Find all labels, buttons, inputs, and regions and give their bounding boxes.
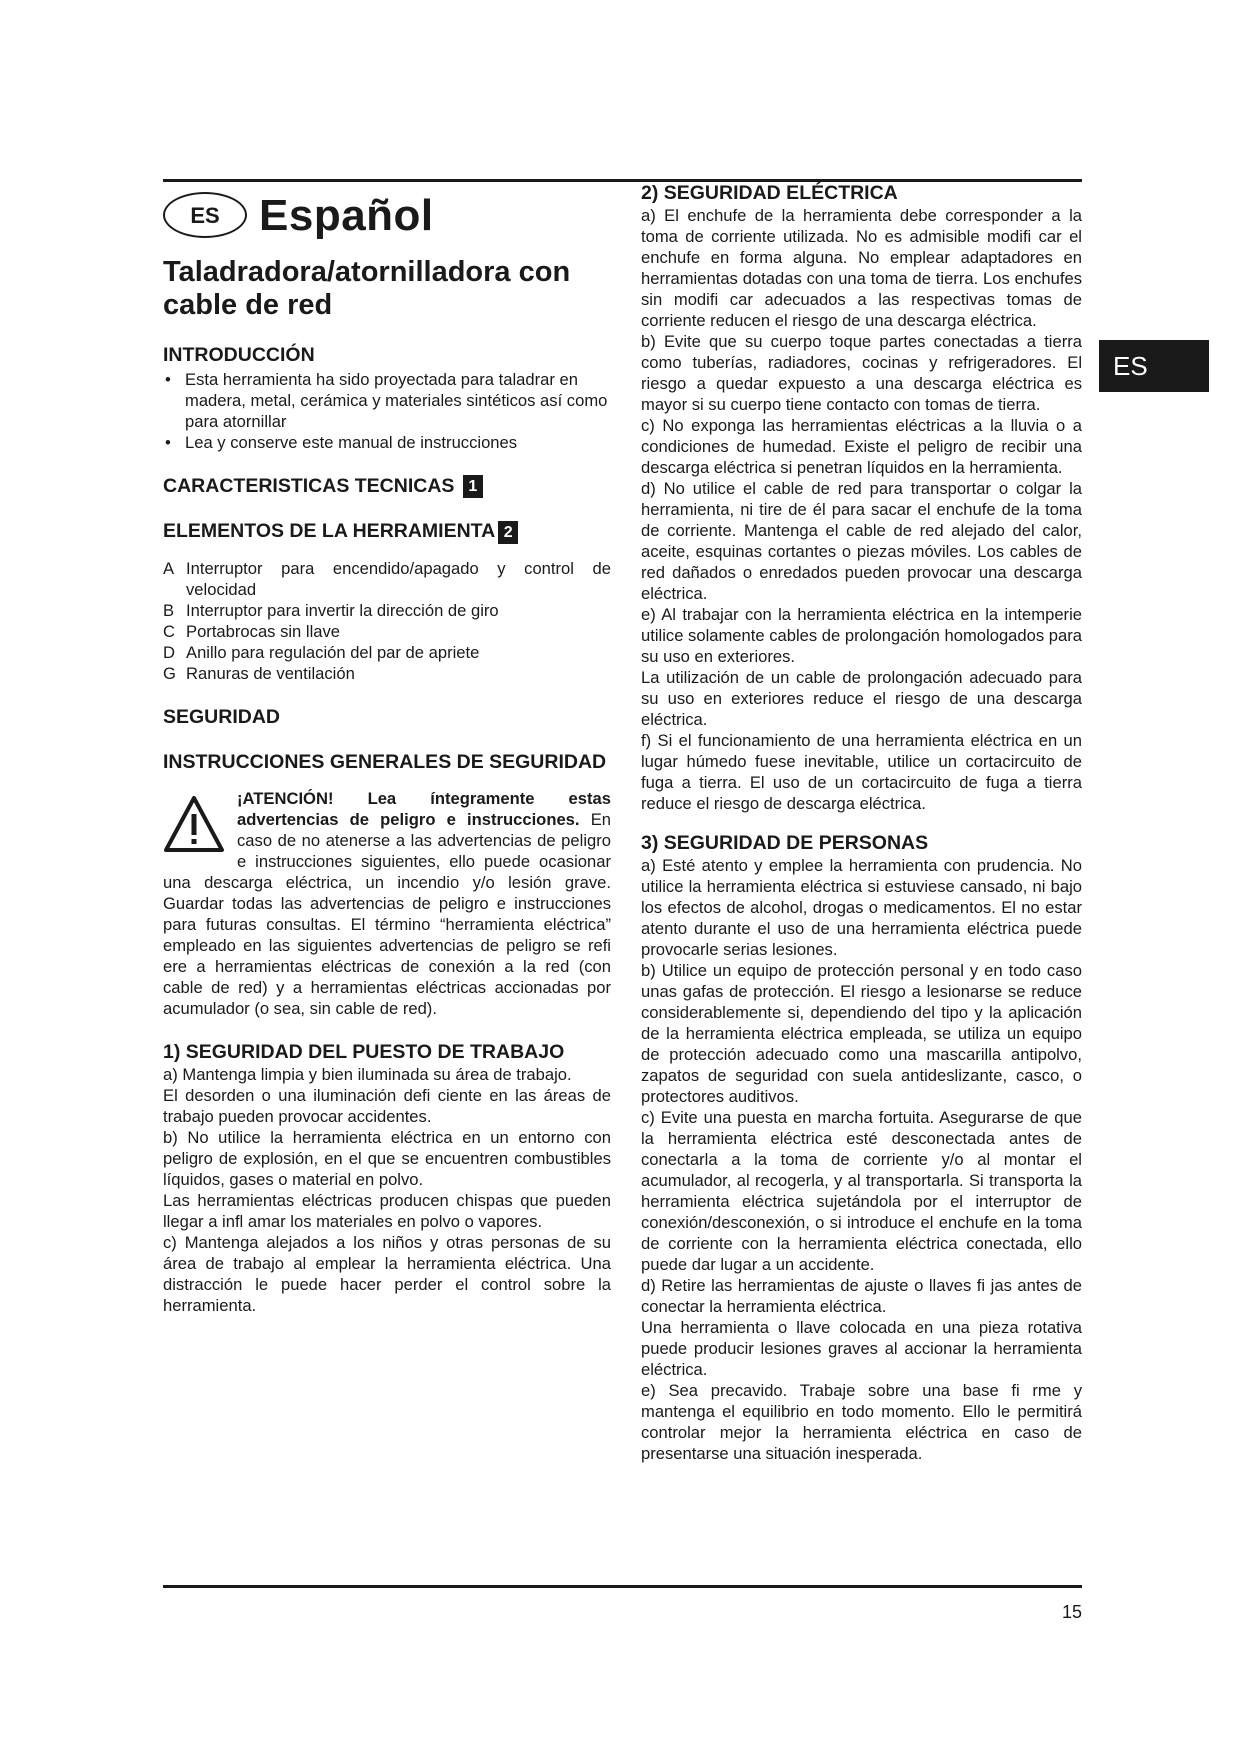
bottom-rule [163,1585,1082,1588]
list-item [163,663,611,684]
paragraph: d) Retire las herramientas de ajuste o llaves fi jas antes de conectar la herramienta eléctrica. [641,1276,1082,1316]
paragraph: La utilización de un cable de prolongación adecuado para su uso en exteriores reduce el riesgo de una descarga eléctrica. [641,668,1082,729]
paragraph: a) Mantenga limpia y bien iluminada su área de trabajo. [163,1064,572,1084]
figure-ref-badge: 1 [463,475,483,498]
element-text: Interruptor para encendido/apagado y control de velocidad [186,558,611,599]
elements-list [163,558,611,684]
intro-heading: INTRODUCCIÓN [163,344,315,366]
language-side-tab: ES [1099,340,1209,392]
page-number: 15 [1061,1602,1082,1622]
list-item [163,558,611,600]
language-title: Español [259,190,434,240]
section2-heading: 2) SEGURIDAD ELÉCTRICA [641,182,898,204]
list-item [163,621,611,642]
element-letter: C [163,621,175,641]
paragraph: Una herramienta o llave colocada en una pieza rotativa puede producir lesiones graves al accionar la herramienta eléctrica. [641,1318,1082,1379]
left-column [163,182,611,1316]
list-item: • Lea y conserve este manual de instrucciones [163,432,611,453]
elements-heading-text: ELEMENTOS DE LA HERRAMIENTA [163,520,496,543]
list-item [163,600,611,621]
paragraph: f) Si el funcionamiento de una herramienta eléctrica en un lugar húmedo fuese inevitable, utilice un cortacircuito de fuga a tierra. El uso de un cortacircuito de fuga a tierra reduce el riesgo de descarga eléctrica. [641,731,1082,813]
element-letter: B [163,600,175,620]
warning-triangle-icon [163,794,225,856]
paragraph: c) Evite una puesta en marcha fortuita. Asegurarse de que la herramienta eléctrica esté desconectada antes de conectarla a la toma de corriente y/o al montar el acumulador, al recogerla, y al transportarla. Si transporta la herramienta eléctrica sujetándola por el interruptor de conexión/desconexión, o si introduce el enchufe en la toma de corriente con la herramienta eléctrica conectada, ello puede dar lugar a un accidente. [641,1108,1082,1274]
section3-heading: 3) SEGURIDAD DE PERSONAS [641,832,929,854]
element-text: Interruptor para invertir la dirección de giro [186,600,499,620]
paragraph: b) No utilice la herramienta eléctrica en un entorno con peligro de explosión, en el que se encuentren combustibles líquidos, gases o material en polvo. [163,1127,611,1189]
list-item [163,642,611,663]
warning-strong: ¡ATENCIÓN! Lea íntegramente estas advertencias de peligro e instrucciones. [237,788,611,829]
tech-heading-text: CARACTERISTICAS TECNICAS [163,475,455,497]
paragraph: c) Mantenga alejados a los niños y otras personas de su área de trabajo al emplear la herramienta eléctrica. Una distracción le puede hacer perder el control sobre la herramienta. [163,1232,611,1315]
paragraph: b) Utilice un equipo de protección personal y en todo caso unas gafas de protección. El riesgo a lesionarse se reduce considerablemente si, dependiendo del tipo y la aplicación de la herramienta eléctrica empleada, se utiliza un equipo de protección adecuado como una mascarilla antipolvo, zapatos de seguridad con suela antideslizante, casco, o protectores auditivos. [641,961,1082,1106]
paragraph: b) Evite que su cuerpo toque partes conectadas a tierra como tuberías, radiadores, cocinas y refrigeradores. El riesgo a quedar expuesto a una descarga eléctrica es mayor si su cuerpo tiene contacto con tomas de tierra. [641,332,1082,414]
element-text: Anillo para regulación del par de apriete [186,642,480,662]
paragraph: El desorden o una iluminación defi ciente en las áreas de trabajo pueden provocar accidentes. [163,1085,611,1126]
safety-heading: SEGURIDAD [163,705,281,728]
tech-heading [163,475,611,498]
paragraph: a) El enchufe de la herramienta debe corresponder a la toma de corriente utilizada. No es admisible modifi car el enchufe en forma alguna. No emplear adaptadores en herramientas dotadas con una toma de tierra. Los enchufes sin modifi car adecuados a las respectivas tomas de corriente reducen el riesgo de una descarga eléctrica. [641,206,1082,330]
warning-text [163,788,611,1019]
paragraph: Las herramientas eléctricas producen chispas que pueden llegar a infl amar los materiales en polvo o vapores. [163,1190,611,1231]
warning-body: En caso de no atenerse a las advertencias de peligro e instrucciones siguientes, ello puede ocasionar una descarga eléctrica, un incendio y/o lesión grave. Guardar todas las advertencias de peligro e instrucciones para futuras consultas. El término “herramienta eléctrica” empleado en las siguientes advertencias de peligro se refi ere a herramientas eléctricas de conexión a la red (con cable de red) y a herramientas eléctricas accionadas por acumulador (o sea, sin cable de red). [163,809,611,1018]
paragraph: a) Esté atento y emplee la herramienta con prudencia. No utilice la herramienta eléctrica si estuviese cansado, ni bajo los efectos de alcohol, drogas o medicamentos. El no estar atento durante el uso de una herramienta eléctrica puede provocarle serias lesiones. [641,856,1082,959]
figure-ref-badge: 2 [498,521,518,544]
element-letter: A [163,558,175,578]
general-safety-heading: INSTRUCCIONES GENERALES DE SEGURIDAD [163,750,607,773]
document-title: Taladradora/atornilladora con cable de red [163,256,571,321]
elements-heading [163,520,611,543]
paragraph: e) Al trabajar con la herramienta eléctrica en la intemperie utilice solamente cables de prolongación homologados para su uso en exteriores. [641,605,1082,666]
paragraph: d) No utilice el cable de red para transportar o colgar la herramienta, ni tire de él para sacar el enchufe de la toma de corriente. Mantenga el cable de red alejado del calor, aceite, esquinas cortantes o piezas móviles. Los cables de red dañados o enredados pueden provocar una descarga eléctrica. [641,479,1082,603]
warning-block [163,788,611,1019]
list-item: • Esta herramienta ha sido proyectada para taladrar en madera, metal, cerámica y materiales sintéticos así como para atornillar [163,369,611,432]
paragraph: c) No exponga las herramientas eléctricas a la lluvia o a condiciones de humedad. Existe el peligro de recibir una descarga eléctrica si penetran líquidos en la herramienta. [641,416,1082,477]
section1-heading: 1) SEGURIDAD DEL PUESTO DE TRABAJO [163,1040,565,1063]
paragraph: e) Sea precavido. Trabaje sobre una base fi rme y mantenga el equilibrio en todo momento. Ello le permitirá controlar mejor la herramienta eléctrica en caso de presentarse una situación inesperada. [641,1381,1082,1463]
right-column [641,182,1082,1464]
intro-list [163,369,611,453]
element-letter: G [163,663,176,683]
element-text: Ranuras de ventilación [186,663,355,683]
element-letter: D [163,642,175,662]
language-header [163,188,611,242]
language-badge: ES [163,192,247,238]
element-text: Portabrocas sin llave [186,621,341,641]
